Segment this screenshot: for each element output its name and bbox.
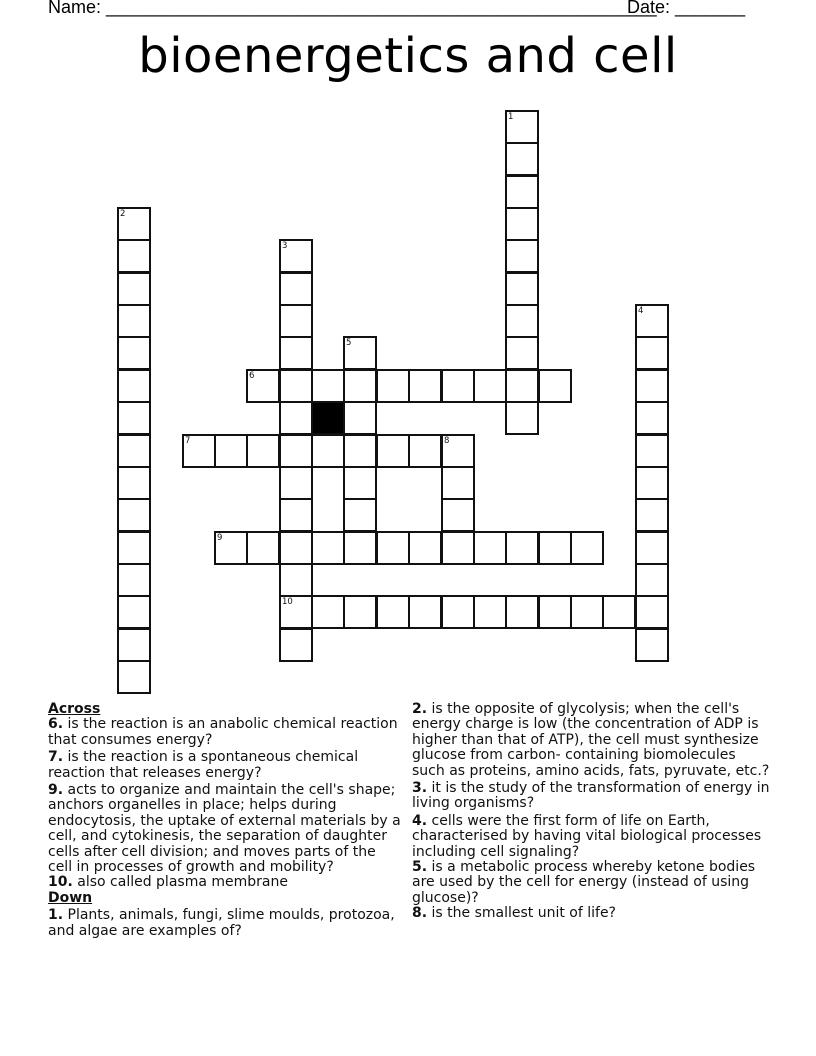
grid-cell[interactable]: [117, 660, 151, 694]
grid-cell[interactable]: [635, 336, 669, 370]
grid-cell[interactable]: [117, 369, 151, 403]
clue-text: it is the study of the transformation of energy in living organisms?: [412, 780, 770, 812]
clue-text: is the smallest unit of life?: [431, 905, 616, 922]
grid-cell[interactable]: [635, 304, 669, 338]
grid-cell[interactable]: [117, 628, 151, 662]
clue-number-label: 10: [282, 597, 293, 607]
grid-cell[interactable]: [505, 175, 539, 209]
grid-cell[interactable]: [279, 434, 313, 468]
grid-cell[interactable]: [182, 434, 216, 468]
clue-down-5: [412, 860, 770, 906]
grid-cell[interactable]: [635, 369, 669, 403]
grid-cell[interactable]: [343, 531, 377, 565]
grid-cell[interactable]: [117, 498, 151, 532]
grid-cell[interactable]: [343, 336, 377, 370]
grid-cell[interactable]: [505, 401, 539, 435]
grid-cell[interactable]: [214, 434, 248, 468]
grid-cell[interactable]: [505, 142, 539, 176]
down-heading: Down: [48, 889, 93, 906]
grid-cell[interactable]: [376, 434, 410, 468]
grid-cell[interactable]: [311, 369, 345, 403]
grid-cell[interactable]: [473, 531, 507, 565]
grid-cell[interactable]: [117, 207, 151, 241]
grid-cell[interactable]: [117, 563, 151, 597]
grid-cell[interactable]: [505, 207, 539, 241]
grid-cell[interactable]: [343, 466, 377, 500]
grid-cell[interactable]: [117, 531, 151, 565]
black-cell: [311, 401, 345, 435]
grid-cell[interactable]: [343, 595, 377, 629]
grid-cell[interactable]: [602, 595, 636, 629]
grid-cell[interactable]: [117, 304, 151, 338]
clue-across-6: [48, 717, 403, 748]
grid-cell[interactable]: [635, 563, 669, 597]
grid-cell[interactable]: [473, 595, 507, 629]
grid-cell[interactable]: [279, 369, 313, 403]
grid-cell[interactable]: [441, 434, 475, 468]
clue-number-label: 9: [217, 533, 223, 543]
clue-number: 6.: [48, 716, 64, 733]
clue-number: 4.: [412, 812, 428, 829]
date-field[interactable]: Date: _______: [627, 0, 746, 17]
clue-number: 8.: [412, 905, 428, 922]
grid-cell[interactable]: [117, 401, 151, 435]
grid-cell[interactable]: [505, 336, 539, 370]
clue-down-2: [412, 702, 770, 779]
clue-number-label: 5: [346, 338, 352, 348]
clue-text: also called plasma membrane: [77, 874, 288, 891]
grid-cell[interactable]: [311, 531, 345, 565]
grid-cell[interactable]: [376, 369, 410, 403]
clue-number-label: 2: [120, 209, 126, 219]
clue-text: Plants, animals, fungi, slime moulds, protozoa, and algae are examples of?: [48, 907, 395, 939]
page-title: bioenergetics and cell: [138, 28, 678, 84]
grid-cell[interactable]: [408, 434, 442, 468]
clue-text: is the opposite of glycolysis; when the cell's energy charge is low (the concentration of ADP is higher than that of ATP), the cell must synthesize glucose from carbon- containing biomolecules such as proteins, amino acids, fats, pyruvate, etc.?: [412, 701, 770, 779]
clue-number-label: 3: [282, 241, 288, 251]
grid-cell[interactable]: [117, 595, 151, 629]
clue-across-9: [48, 783, 403, 875]
grid-cell[interactable]: [441, 595, 475, 629]
clue-text: is the reaction is an anabolic chemical reaction that consumes energy?: [48, 716, 398, 748]
grid-cell[interactable]: [117, 466, 151, 500]
clue-number: 5.: [412, 859, 428, 876]
grid-cell[interactable]: [343, 434, 377, 468]
grid-cell[interactable]: [635, 628, 669, 662]
grid-cell[interactable]: [246, 369, 280, 403]
clue-across-7: [48, 750, 403, 781]
grid-cell[interactable]: [635, 466, 669, 500]
clue-text: is the reaction is a spontaneous chemical reaction that releases energy?: [48, 749, 359, 781]
grid-cell[interactable]: [635, 531, 669, 565]
grid-cell[interactable]: [279, 304, 313, 338]
grid-cell[interactable]: [505, 304, 539, 338]
grid-cell[interactable]: [279, 401, 313, 435]
grid-cell[interactable]: [117, 434, 151, 468]
grid-cell[interactable]: [538, 369, 572, 403]
grid-cell[interactable]: [635, 401, 669, 435]
grid-cell[interactable]: [538, 531, 572, 565]
grid-cell[interactable]: [473, 369, 507, 403]
clue-text: cells were the first form of life on Earth, characterised by having vital biological processes including cell signaling?: [412, 812, 762, 860]
grid-cell[interactable]: [343, 369, 377, 403]
clue-number: 7.: [48, 749, 64, 766]
clue-text: is a metabolic process whereby ketone bodies are used by the cell for energy (instead of using glucose)?: [412, 859, 756, 906]
grid-cell[interactable]: [279, 498, 313, 532]
grid-cell[interactable]: [538, 595, 572, 629]
grid-cell[interactable]: [117, 336, 151, 370]
grid-cell[interactable]: [408, 531, 442, 565]
grid-cell[interactable]: [246, 434, 280, 468]
grid-cell[interactable]: [505, 110, 539, 144]
grid-cell[interactable]: [505, 531, 539, 565]
grid-cell[interactable]: [408, 369, 442, 403]
grid-cell[interactable]: [441, 369, 475, 403]
grid-cell[interactable]: [408, 595, 442, 629]
grid-cell[interactable]: [376, 531, 410, 565]
grid-cell[interactable]: [635, 595, 669, 629]
grid-cell[interactable]: [279, 336, 313, 370]
grid-cell[interactable]: [279, 563, 313, 597]
grid-cell[interactable]: [441, 531, 475, 565]
clue-number: 10.: [48, 874, 73, 891]
grid-cell[interactable]: [441, 498, 475, 532]
clue-down-8: [412, 906, 770, 921]
clue-number: 3.: [412, 780, 428, 797]
grid-cell[interactable]: [117, 239, 151, 273]
grid-cell[interactable]: [505, 239, 539, 273]
clue-text: acts to organize and maintain the cell's shape; anchors organelles in place; helps during endocytosis, the uptake of external materials by a cell, and cytokinesis, the separation of daughter cells after cell division; and moves parts of the cell in processes of growth and mobility?: [48, 782, 401, 876]
name-field[interactable]: Name: _______________________________________________________: [48, 0, 657, 17]
grid-cell[interactable]: [311, 595, 345, 629]
grid-cell[interactable]: [635, 498, 669, 532]
clue-number-label: 8: [444, 436, 450, 446]
grid-cell[interactable]: [343, 401, 377, 435]
grid-cell[interactable]: [279, 272, 313, 306]
grid-cell[interactable]: [343, 498, 377, 532]
grid-cell[interactable]: [117, 272, 151, 306]
clue-number: 2.: [412, 701, 428, 717]
grid-cell[interactable]: [311, 434, 345, 468]
grid-cell[interactable]: [505, 369, 539, 403]
clue-across-10: [48, 875, 403, 890]
clue-number-label: 1: [508, 112, 514, 122]
grid-cell[interactable]: [279, 239, 313, 273]
clue-down-4: [412, 814, 770, 860]
grid-cell[interactable]: [635, 434, 669, 468]
grid-cell[interactable]: [441, 466, 475, 500]
grid-cell[interactable]: [505, 272, 539, 306]
clue-down-1: [48, 908, 403, 939]
grid-cell[interactable]: [214, 531, 248, 565]
grid-cell[interactable]: [505, 595, 539, 629]
grid-cell[interactable]: [376, 595, 410, 629]
grid-cell[interactable]: [246, 531, 280, 565]
grid-cell[interactable]: [279, 595, 313, 629]
grid-cell[interactable]: [279, 531, 313, 565]
clue-number-label: 6: [249, 371, 255, 381]
clues-right-column: [412, 702, 770, 924]
grid-cell[interactable]: [570, 595, 604, 629]
grid-cell[interactable]: [279, 628, 313, 662]
clue-number-label: 7: [185, 436, 191, 446]
clue-number: 9.: [48, 782, 64, 799]
clue-number-label: 4: [638, 306, 644, 316]
clues-left-column: [48, 702, 403, 941]
grid-cell[interactable]: [570, 531, 604, 565]
across-heading: Across: [48, 701, 101, 717]
clue-down-3: [412, 781, 770, 812]
grid-cell[interactable]: [279, 466, 313, 500]
clue-number: 1.: [48, 907, 64, 924]
